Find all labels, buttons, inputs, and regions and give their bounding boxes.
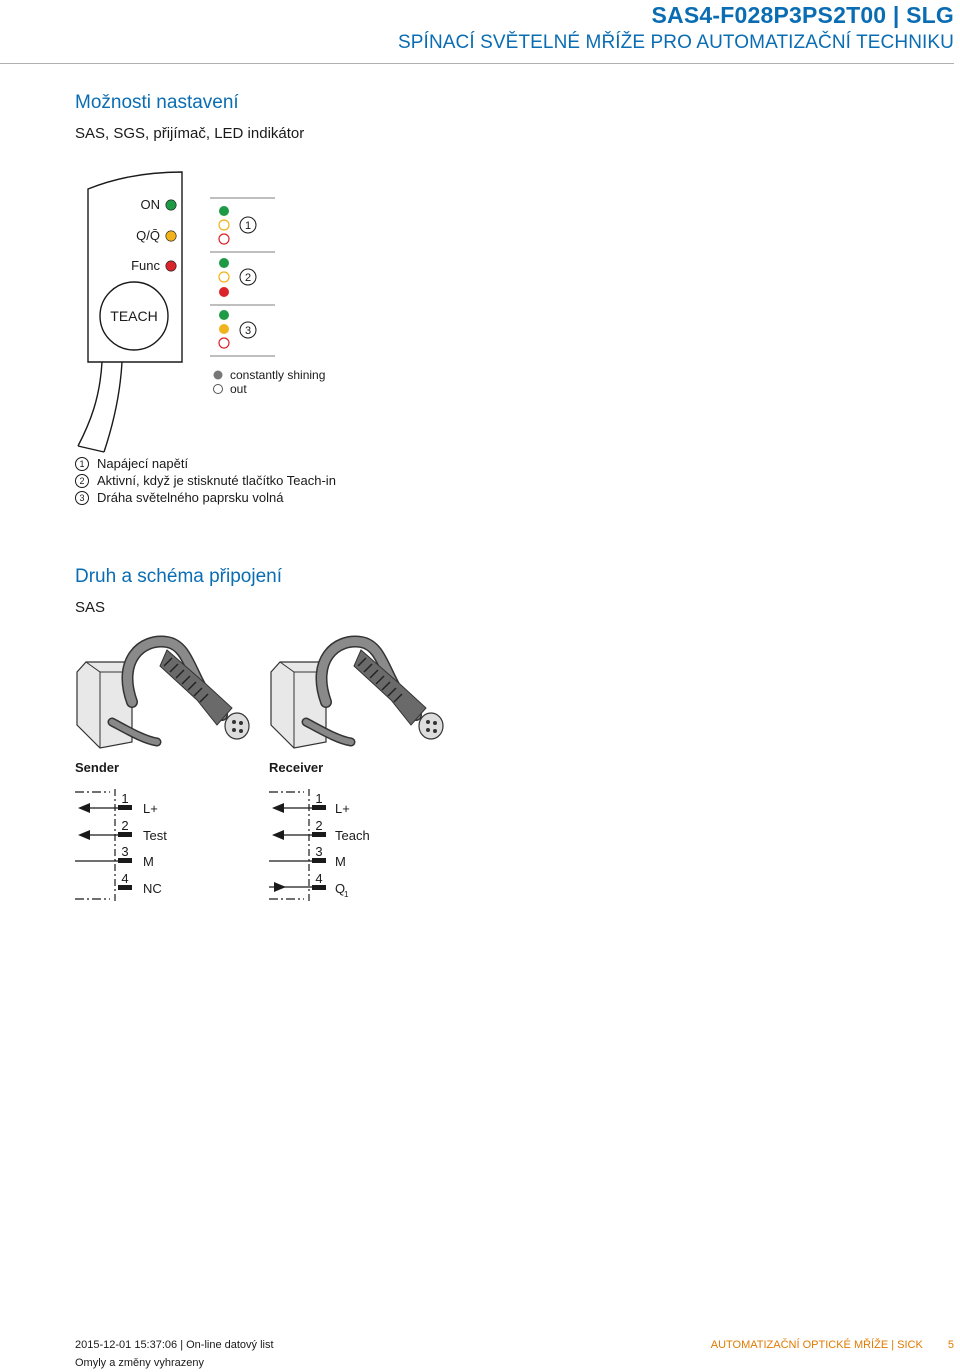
receiver-title: Receiver [269,760,324,775]
settings-subheading: SAS, SGS, přijímač, LED indikátor [75,125,305,142]
note-number-icon: 2 [75,474,89,488]
state3-yellow-led-icon [219,324,229,334]
state3-green-led-icon [219,310,229,320]
sender-pin-label: Test [143,828,167,843]
out-legend-label: out [230,382,247,396]
red-led-icon [166,261,176,271]
led-indicator-diagram [70,168,360,458]
note-item [75,473,336,488]
settings-heading: Možnosti nastavení [75,92,239,113]
receiver-q-subscript: 1 [344,890,349,899]
teach-button-label: TEACH [110,308,158,324]
receiver-pin-number: 1 [315,791,323,806]
receiver-pin-number: 4 [315,871,323,886]
out-legend-icon [214,385,223,394]
receiver-pin-number: 3 [315,844,323,859]
sender-connector-image [72,630,262,755]
note-text: Aktivní, když je stisknuté tlačítko Teach-in [97,473,336,488]
state1-green-led-icon [219,206,229,216]
sender-title: Sender [75,760,120,775]
constant-legend-icon [214,371,223,380]
led-on-label: ON [140,197,160,212]
receiver-pin-label: Q [335,881,346,896]
product-title: SAS4-F028P3PS2T00 | SLG [651,2,954,28]
connection-heading: Druh a schéma připojení [75,566,282,587]
device-cable [78,362,122,452]
receiver-pin-number: 2 [315,818,323,833]
state2-green-led-icon [219,258,229,268]
green-led-icon [166,200,176,210]
header-divider [0,63,954,64]
constant-legend-label: constantly shining [230,368,326,382]
led-func-label: Func [131,258,160,273]
sender-pin-number: 1 [121,791,129,806]
page-number: 5 [947,1339,954,1351]
state2-yellow-led-icon [219,272,229,282]
state1-yellow-led-icon [219,220,229,230]
sender-pin-number: 3 [121,844,129,859]
footer-disclaimer: Omyly a změny vyhrazeny [75,1357,204,1369]
product-subtitle: SPÍNACÍ SVĚTELNÉ MŘÍŽE PRO AUTOMATIZAČNÍ TECHNIKU [398,32,954,53]
note-item [75,490,283,505]
connection-subheading: SAS [75,599,106,616]
receiver-pin-label: Teach [335,828,370,843]
state3-number: 3 [244,325,252,337]
sender-pin-label: L+ [143,801,158,816]
state1-number: 1 [244,220,252,232]
receiver-pin-label: M [335,854,346,869]
sender-pin-number: 2 [121,818,129,833]
note-text: Dráha světelného paprsku volná [97,490,284,505]
footer-category [711,1339,954,1351]
sender-pin-label: M [143,854,154,869]
yellow-led-icon [166,231,176,241]
state2-number: 2 [244,272,252,284]
note-number-icon: 3 [75,491,89,505]
footer-timestamp: 2015-12-01 15:37:06 | On-line datový list [75,1339,274,1351]
led-q-label: Q/Q̄ [136,228,160,243]
receiver-wiring-diagram [264,756,444,906]
receiver-pin-label: L+ [335,801,350,816]
sender-pin-number: 4 [121,871,129,886]
note-text: Napájecí napětí [97,456,189,471]
sender-pin-label: NC [143,881,162,896]
state3-red-led-icon [219,338,229,348]
receiver-connector-image [266,630,456,755]
note-number-icon: 1 [75,457,89,471]
sender-wiring-diagram [70,756,250,906]
state2-red-led-icon [219,287,229,297]
state1-red-led-icon [219,234,229,244]
note-item [75,456,188,471]
footer-category-label: AUTOMATIZAČNÍ OPTICKÉ MŘÍŽE | SICK [710,1339,923,1351]
